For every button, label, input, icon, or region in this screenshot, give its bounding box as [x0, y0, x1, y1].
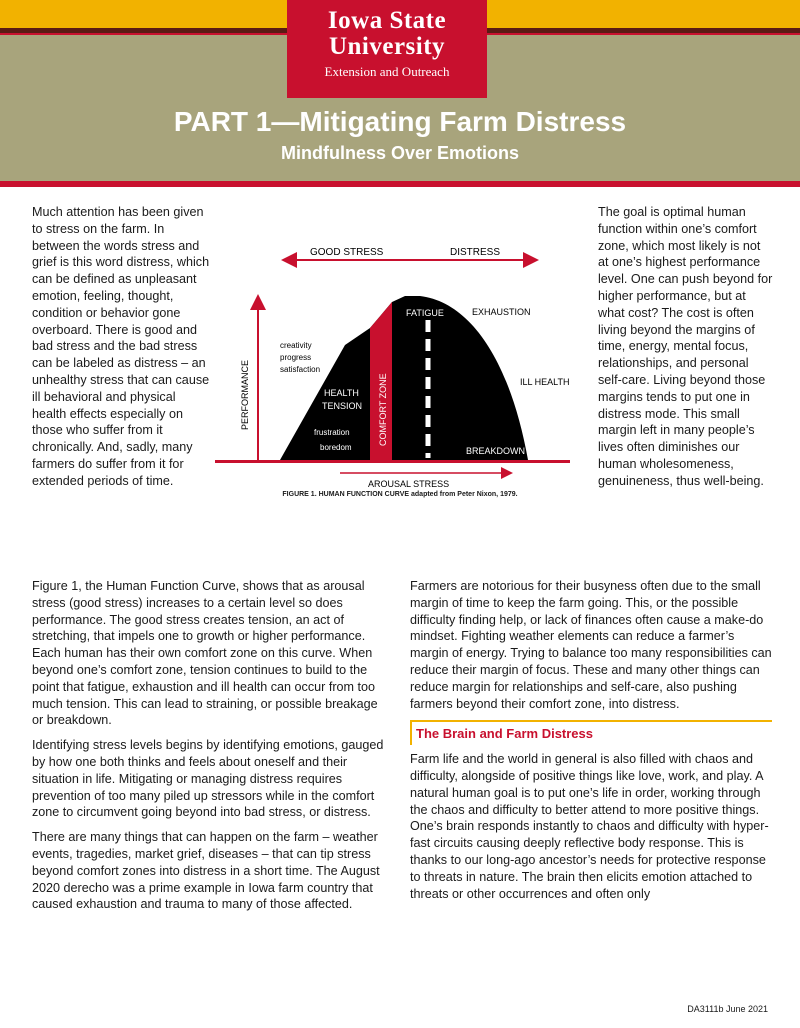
ill-health-label: ILL HEALTH	[520, 377, 570, 387]
goal-column	[598, 204, 773, 498]
logo-line2: University	[328, 33, 446, 60]
identifying-stress-paragraph: Identifying stress levels begins by identifying emotions, gauged by how one both thinks and feels about oneself and their situation in life. Mitigating or managing distress requires prevention of too many piled up stressors while in the comfort zone to circumvent going beyond into bad stress, or distress.	[32, 738, 384, 820]
arousal-stress-label: AROUSAL STRESS	[368, 479, 450, 489]
baseline	[215, 460, 570, 463]
human-function-curve	[210, 240, 590, 490]
good-stress-label: GOOD STRESS	[310, 247, 384, 258]
figure-caption: FIGURE 1. HUMAN FUNCTION CURVE adapted from Peter Nixon, 1979.	[282, 491, 518, 498]
page-subtitle: Mindfulness Over Emotions	[280, 143, 520, 163]
right-column	[410, 578, 772, 910]
logo-line1: Iowa State	[327, 7, 447, 34]
logo-subtitle: Extension and Outreach	[324, 64, 450, 79]
left-column	[32, 578, 390, 921]
frustration-label: frustration	[314, 428, 350, 437]
isu-logo	[287, 0, 487, 98]
performance-label: PERFORMANCE	[240, 359, 250, 430]
distress-label: DISTRESS	[450, 247, 501, 258]
figure-explanation-paragraph: Figure 1, the Human Function Curve, shows that as arousal stress (good stress) increases to a certain level so does performance. The good stress creates tension, an act of stretching, that impels one to growth or higher performance. Each human has their own comfort zone on this curve. When beyond one’s comfort zone, tension continues to build to the point that fatigue, exhaustion and ill health can occur from too much tension. This can lead to straining, or possible breakage or breakdown.	[32, 579, 378, 728]
busyness-paragraph: Farmers are notorious for their busyness often due to the small margin of time to keep the farm going. This, or the possible difficulty finding help, or lack of finances often cause a make-do mindset. Fighting weather elements can reduce a farmer’s margin of energy. Trying to balance too many responsibilities can reduce their margin of focus. These and many other things can reduce margin for relationships and self-care, also pushing farmers beyond their comfort zone, into distress.	[410, 579, 772, 711]
boredom-label: boredom	[320, 443, 352, 452]
breakdown-label: BREAKDOWN	[466, 446, 526, 456]
fatigue-label: FATIGUE	[406, 308, 444, 318]
comfort-zone-label: COMFORT ZONE	[378, 373, 388, 446]
brain-paragraph: Farm life and the world in general is also filled with chaos and difficulty, alongside of positive things like love, work, and play. A natural human goal is to put one’s life in order, working through the chaos and difficulty to better attend to more positive things. One’s brain responds instantly to chaos and difficulty with hyper-fast circuits causing deeply reflective body response. This is thanks to our long-ago ancestor’s needs for protective response to threats in nature. The brain then elicits emotion attached to threats or other occurrences and often only	[410, 752, 769, 901]
creativity-label: creativity	[280, 341, 312, 350]
progress-label: progress	[280, 353, 312, 362]
human-function-curve-figure	[210, 240, 590, 515]
exhaustion-label: EXHAUSTION	[472, 307, 531, 317]
page-title: PART 1—Mitigating Farm Distress	[173, 106, 627, 137]
health-label: HEALTH	[324, 388, 359, 398]
document-code: DA3111b June 2021	[687, 1004, 768, 1014]
farm-events-paragraph: There are many things that can happen on the farm – weather events, tragedies, market grief, diseases – that can tip stress beyond comfort zones into distress in a short time. The August 2020 derecho was a prime example in Iowa farm country that caused exhaustion and trauma to many of those affected.	[32, 830, 380, 912]
section-heading-brain: The Brain and Farm Distress	[410, 720, 772, 745]
intro-column	[32, 204, 212, 498]
goal-paragraph: The goal is optimal human function within one’s comfort zone, which most likely is not at one’s highest performance level. One can push beyond for higher performance, but at what cost? The cost is often living beyond the margins of time, energy, mental focus, relationships, and personal self-care. Living beyond those margins tends to put one in distress mode. This small margin left in many people’s lives often diminishes our human wholesomeness, genuineness, thus well-being.	[598, 205, 773, 488]
satisfaction-label: satisfaction	[280, 365, 321, 374]
intro-paragraph: Much attention has been given to stress on the farm. In between the words stress and grief is this word distress, which can be defined as unpleasant emotion, feeling, thought, condition or behavior gone overboard. There is good and bad stress and the bad stress can be labeled as distress – an unhealthy stress that can cause ill behavioral and physical health effects especially on those who suffer from it chronically. And, sadly, many farmers do suffer from it for extended periods of time.	[32, 205, 210, 488]
tension-label: TENSION	[322, 401, 363, 411]
header-bottom-rule	[0, 181, 800, 187]
